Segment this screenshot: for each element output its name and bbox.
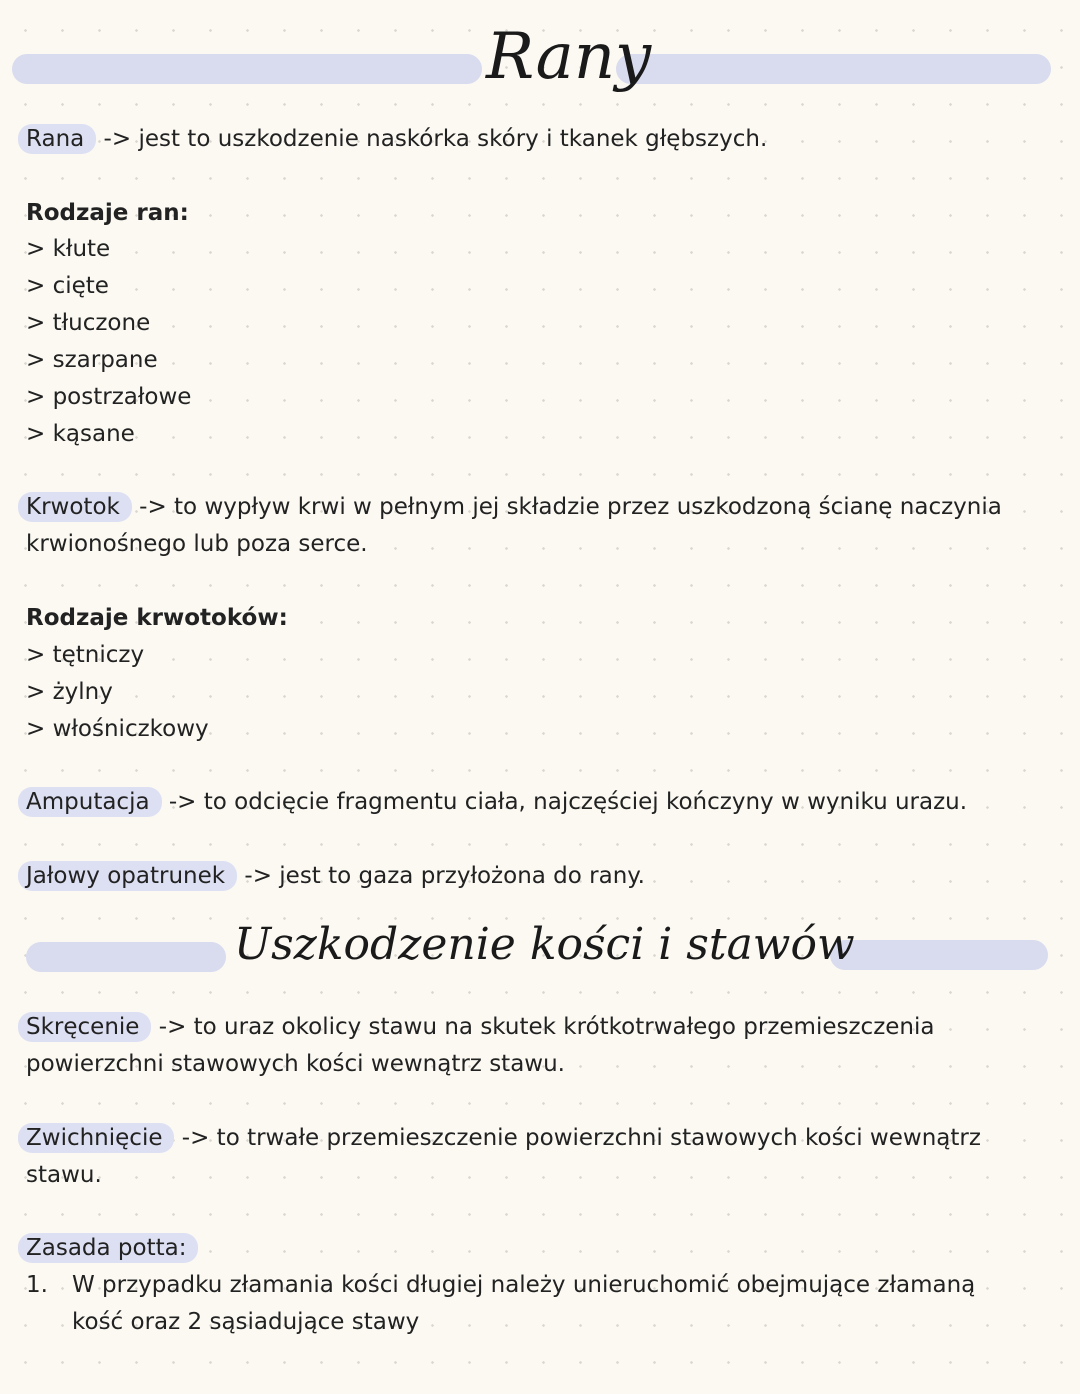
list-item: > szarpane <box>26 347 158 373</box>
definition-skrecenie <box>26 1009 1040 1046</box>
definition-opatrunek <box>26 858 1040 895</box>
term-opatrunek: Jałowy opatrunek <box>18 861 237 891</box>
definition-text: -> to uraz okolicy stawu na skutek krótkotrwałego przemieszczenia <box>151 1014 935 1040</box>
list-item: > tłuczone <box>26 310 151 336</box>
term-zwichniecie: Zwichnięcie <box>18 1123 174 1153</box>
list-item: > kłute <box>26 236 111 262</box>
definition-continuation: powierzchni stawowych kości wewnątrz stawu. <box>26 1051 565 1077</box>
list-item: > cięte <box>26 273 109 299</box>
list-title-krwotoki: Rodzaje krwotoków: <box>26 605 288 631</box>
definition-text: -> jest to gaza przyłożona do rany. <box>237 863 645 889</box>
definition-amputacja <box>26 784 1040 821</box>
definition-zwichniecie <box>26 1120 1040 1157</box>
list-item: > kąsane <box>26 421 135 447</box>
term-amputacja: Amputacja <box>18 787 162 817</box>
rule-title-wrapper <box>26 1230 1040 1267</box>
term-krwotok: Krwotok <box>18 492 132 522</box>
item-number: 1. <box>26 1272 48 1298</box>
definition-text: -> jest to uszkodzenie naskórka skóry i tkanek głębszych. <box>96 126 768 152</box>
heading-bar-right <box>830 940 1048 970</box>
heading-bar-right <box>616 54 1051 84</box>
definition-text: -> to trwałe przemieszczenie powierzchni stawowych kości wewnątrz <box>174 1125 981 1151</box>
item-text: W przypadku złamania kości długiej należy unieruchomić obejmujące złamaną <box>72 1272 976 1298</box>
heading-bar-left <box>26 942 226 972</box>
list-title-rany: Rodzaje ran: <box>26 200 189 226</box>
term-zasada: Zasada potta: <box>18 1233 198 1263</box>
list-item: > postrzałowe <box>26 384 192 410</box>
section-heading-rany: Rany <box>486 20 652 94</box>
list-item: > żylny <box>26 679 113 705</box>
definition-continuation: stawu. <box>26 1162 102 1188</box>
numbered-item <box>26 1267 1040 1304</box>
section-heading-uszkodzenie: Uszkodzenie kości i stawów <box>234 919 855 970</box>
definition-continuation: krwionośnego lub poza serce. <box>26 531 368 557</box>
term-rana: Rana <box>18 124 96 154</box>
definition-text: -> to odcięcie fragmentu ciała, najczęściej kończyny w wyniku urazu. <box>161 789 968 815</box>
item-continuation: kość oraz 2 sąsiadujące stawy <box>72 1309 420 1335</box>
list-item: > tętniczy <box>26 642 145 668</box>
definition-rana <box>26 121 1040 158</box>
term-skrecenie: Skręcenie <box>18 1012 151 1042</box>
definition-text: -> to wypływ krwi w pełnym jej składzie przez uszkodzoną ścianę naczynia <box>131 494 1002 520</box>
heading-bar-left <box>12 54 482 84</box>
definition-krwotok <box>26 489 1040 526</box>
list-item: > włośniczkowy <box>26 716 209 742</box>
